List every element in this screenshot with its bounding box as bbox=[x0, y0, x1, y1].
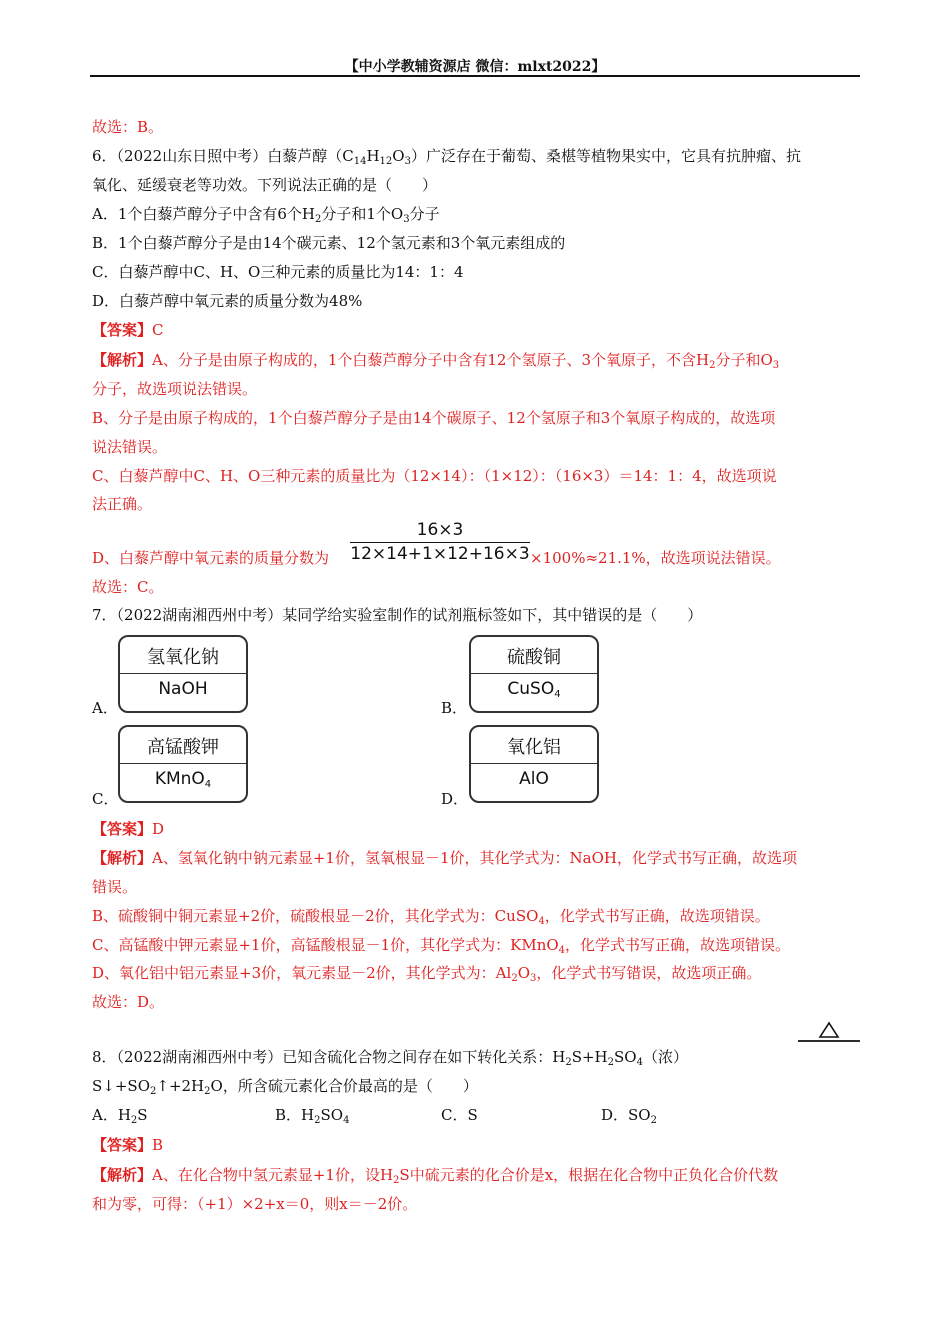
q6-analysis-b2: 说法错误。 bbox=[92, 438, 168, 456]
fraction-bar bbox=[350, 542, 530, 543]
label-divider bbox=[120, 763, 246, 764]
header-rule bbox=[90, 75, 860, 77]
label-name: 氢氧化钠 bbox=[147, 647, 219, 668]
q6-analysis-c2: 法正确。 bbox=[92, 495, 153, 513]
q6-option-a: A．1个白藜芦醇分子中含有6个$H_2$分子和1个$O_3$分子 bbox=[92, 205, 440, 225]
reagent-label-d bbox=[469, 725, 599, 803]
q7-conclusion: 故选：D。 bbox=[92, 993, 165, 1011]
q7-letter-d: D． bbox=[441, 790, 469, 808]
q7-answer: 【答案】D bbox=[92, 820, 165, 838]
q8-analysis-a2: 和为零，可得：（+1）×2+x＝0，则x＝－2价。 bbox=[92, 1195, 418, 1213]
q8-option-b: B．$H_2SO_4$ bbox=[275, 1106, 350, 1126]
label-divider bbox=[471, 673, 597, 674]
q6-stem-line2: 氧化、延缓衰老等功效。下列说法正确的是（ ） bbox=[92, 176, 438, 194]
label-divider bbox=[120, 673, 246, 674]
q6-analysis-a2: 分子，故选项说法错误。 bbox=[92, 380, 258, 398]
q7-letter-a: A． bbox=[92, 699, 118, 717]
label-divider bbox=[471, 763, 597, 764]
q6-analysis-d-pre: D、白藜芦醇中氧元素的质量分数为 bbox=[92, 549, 330, 567]
label-name: 高锰酸钾 bbox=[147, 737, 219, 758]
q7-analysis-c: C、高锰酸中钾元素显+1价，高锰酸根显－1价，其化学式为：KMnO$_4$，化学式书写正确，故选项错误。 bbox=[92, 936, 791, 956]
q8-option-c: C．S bbox=[441, 1106, 478, 1124]
q6-option-b: B．1个白藜芦醇分子是由14个碳元素、12个氢元素和3个氧元素组成的 bbox=[92, 234, 566, 252]
q6-conclusion: 故选：C。 bbox=[92, 578, 164, 596]
label-formula: KMnO$_4$ bbox=[154, 769, 212, 790]
q8-analysis-a1: 【解析】A、在化合物中氢元素显+1价，设$H_2S$中硫元素的化合价是x，根据在化合物中正负化合价代数 bbox=[92, 1166, 779, 1186]
q6-analysis-b1: B、分子是由原子构成的，1个白藜芦醇分子是由14个碳原子、12个氢原子和3个氧原子构成的，故选项 bbox=[92, 409, 776, 427]
label-formula: NaOH bbox=[158, 679, 208, 699]
heating-arrow-icon bbox=[798, 1018, 860, 1044]
page-header: 【中小学教辅资源店 微信：mlxt2022】 bbox=[344, 59, 606, 75]
prev-conclusion: 故选：B。 bbox=[92, 118, 164, 136]
label-formula: AlO bbox=[519, 769, 549, 789]
label-formula: CuSO$_4$ bbox=[507, 679, 561, 700]
q7-analysis-a2: 错误。 bbox=[92, 878, 138, 896]
q8-stem-line1: 8．（2022湖南湘西州中考）已知含硫化合物之间存在如下转化关系：$H_2S+H_2SO_4$（浓） bbox=[92, 1048, 688, 1068]
reagent-label-a bbox=[118, 635, 248, 713]
q6-analysis-d-post: ×100%≈21.1%，故选项说法错误。 bbox=[530, 549, 781, 567]
q7-letter-c: C． bbox=[92, 790, 119, 808]
label-name: 氧化铝 bbox=[507, 737, 561, 758]
q7-letter-b: B． bbox=[441, 699, 468, 717]
q6-option-c: C．白藜芦醇中C、H、O三种元素的质量比为14：1：4 bbox=[92, 263, 464, 281]
reagent-label-b bbox=[469, 635, 599, 713]
q6-stem-line1: 6．（2022山东日照中考）白藜芦醇$(C_{14}H_{12}O_3)$广泛存在于葡萄、桑椹等植物果实中，它具有抗肿瘤、抗 bbox=[92, 147, 801, 167]
q7-analysis-a1: 【解析】A、氢氧化钠中钠元素显+1价，氢氧根显－1价，其化学式为：NaOH，化学式书写正确，故选项 bbox=[92, 849, 797, 867]
q7-analysis-b: B、硫酸铜中铜元素显+2价，硫酸根显－2价，其化学式为：CuSO$_4$，化学式书写正确，故选项错误。 bbox=[92, 907, 770, 927]
q8-answer: 【答案】B bbox=[92, 1136, 164, 1154]
q8-option-d: D．$SO_2$ bbox=[601, 1106, 657, 1126]
q7-analysis-d: D、氧化铝中铝元素显+3价，氧元素显－2价，其化学式为：$Al_2O_3$，化学式书写错误，故选项正确。 bbox=[92, 964, 762, 984]
q6-answer: 【答案】C bbox=[92, 321, 164, 339]
label-name: 硫酸铜 bbox=[507, 647, 561, 668]
q7-stem: 7．（2022湖南湘西州中考）某同学给实验室制作的试剂瓶标签如下，其中错误的是（ ） bbox=[92, 606, 703, 624]
q8-stem-line2: $S↓+SO_2↑+2H_2O$，所含硫元素化合价最高的是（ ） bbox=[92, 1077, 478, 1097]
q6-analysis-a1: 【解析】A、分子是由原子构成的，1个白藜芦醇分子中含有12个氢原子、3个氧原子，不含$H_2$分子和$O_3$ bbox=[92, 351, 780, 371]
reagent-label-c bbox=[118, 725, 248, 803]
fraction-denominator: 12×14+1×12+16×3 bbox=[350, 544, 530, 564]
fraction-numerator: 16×3 bbox=[416, 520, 464, 540]
q6-analysis-c1: C、白藜芦醇中C、H、O三种元素的质量比为（12×14）：（1×12）：（16×3）＝14：1：4，故选项说 bbox=[92, 467, 777, 485]
q8-option-a: A．$H_2S$ bbox=[92, 1106, 148, 1126]
q6-option-d: D．白藜芦醇中氧元素的质量分数为48% bbox=[92, 292, 363, 310]
